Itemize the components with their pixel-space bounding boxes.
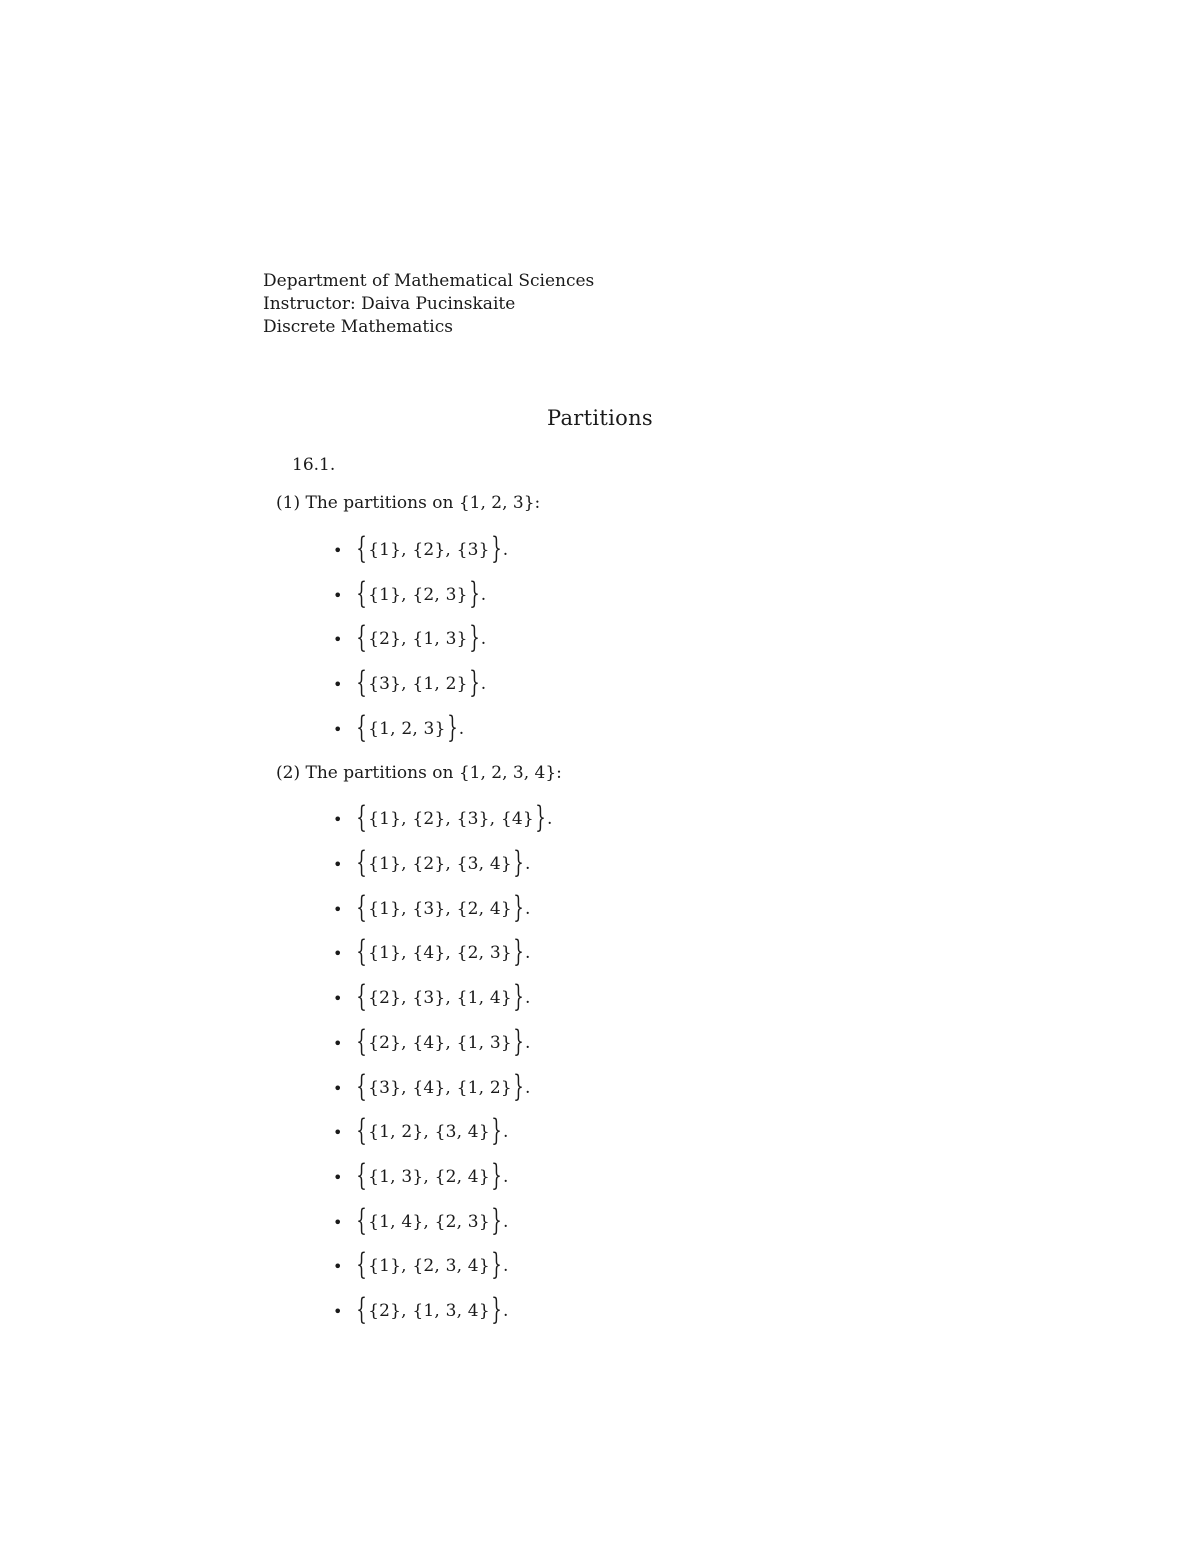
bullet-icon: • — [333, 1301, 343, 1321]
bullet-icon: • — [333, 899, 343, 919]
list-item: • { {1, 3}, {2, 4} } . — [333, 1158, 509, 1193]
list-item: • { {1, 4}, {2, 3} } . — [333, 1203, 509, 1238]
course-line: Discrete Mathematics — [263, 317, 453, 337]
list-item: • { {1}, {2, 3} } . — [333, 576, 487, 611]
list-item: • { {1}, {3}, {2, 4} } . — [333, 890, 531, 925]
bullet-icon: • — [333, 585, 343, 605]
bullet-icon: • — [333, 1078, 343, 1098]
list-item: • { {2}, {1, 3} } . — [333, 620, 487, 655]
bullet-icon: • — [333, 1122, 343, 1142]
page-title: Partitions — [546, 406, 653, 430]
list-item: • { {2}, {4}, {1, 3} } . — [333, 1024, 531, 1059]
bullet-icon: • — [333, 854, 343, 874]
bullet-icon: • — [333, 629, 343, 649]
list-item: • { {2}, {1, 3, 4} } . — [333, 1292, 509, 1327]
list-item: • { {1}, {4}, {2, 3} } . — [333, 934, 531, 969]
list-item: • { {1, 2, 3} } . — [333, 710, 465, 745]
part-1-heading: (1) The partitions on {1, 2, 3}: — [276, 493, 541, 513]
part-2-heading: (2) The partitions on {1, 2, 3, 4}: — [276, 763, 562, 783]
bullet-icon: • — [333, 1033, 343, 1053]
list-item: • { {1}, {2}, {3}, {4} } . — [333, 800, 553, 835]
bullet-icon: • — [333, 809, 343, 829]
instructor-line: Instructor: Daiva Pucinskaite — [263, 294, 516, 314]
bullet-icon: • — [333, 1212, 343, 1232]
bullet-icon: • — [333, 1256, 343, 1276]
problem-number: 16.1. — [292, 455, 336, 475]
bullet-icon: • — [333, 943, 343, 963]
list-item: • { {1}, {2, 3, 4} } . — [333, 1247, 509, 1282]
department-line: Department of Mathematical Sciences — [263, 271, 595, 291]
list-item: • { {2}, {3}, {1, 4} } . — [333, 979, 531, 1014]
bullet-icon: • — [333, 988, 343, 1008]
list-item: • { {1, 2}, {3, 4} } . — [333, 1113, 509, 1148]
bullet-icon: • — [333, 540, 343, 560]
bullet-icon: • — [333, 674, 343, 694]
document-header — [263, 270, 594, 339]
list-item: • { {3}, {1, 2} } . — [333, 665, 487, 700]
bullet-icon: • — [333, 719, 343, 739]
list-item: • { {1}, {2}, {3, 4} } . — [333, 845, 531, 880]
list-item: • { {1}, {2}, {3} } . — [333, 531, 509, 566]
list-item: • { {3}, {4}, {1, 2} } . — [333, 1069, 531, 1104]
bullet-icon: • — [333, 1167, 343, 1187]
